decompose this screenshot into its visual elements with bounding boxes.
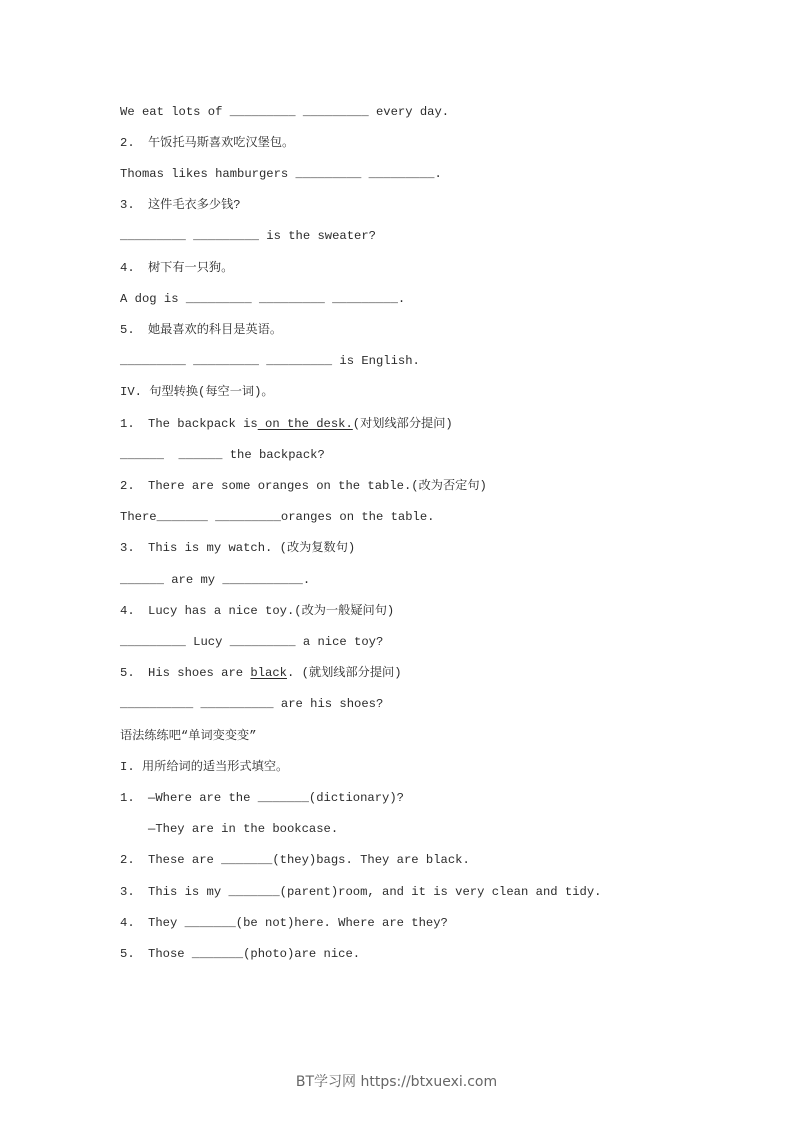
grammar-q4-num: 4. bbox=[120, 916, 135, 930]
grammar-q5-num: 5. bbox=[120, 947, 135, 961]
s4-q1-pre: The backpack is bbox=[148, 417, 258, 431]
grammar-q2 bbox=[120, 852, 470, 868]
grammar-q4 bbox=[120, 915, 448, 931]
s3-q3-prompt: 3. 这件毛衣多少钱? bbox=[120, 198, 241, 212]
grammar-q2-text: These are _______(they)bags. They are black. bbox=[148, 853, 470, 867]
grammar-q3 bbox=[120, 884, 601, 900]
grammar-q1-text: —Where are the _______(dictionary)? bbox=[148, 791, 404, 805]
grammar-q4-text: They _______(be not)here. Where are they? bbox=[148, 916, 448, 930]
s3-q5-prompt-text: 她最喜欢的科目是英语。 bbox=[148, 323, 283, 337]
s3-q5-prompt: 5. 她最喜欢的科目是英语。 bbox=[120, 323, 283, 337]
s4-q5-underlined: black bbox=[250, 666, 287, 680]
grammar-q3-text: This is my _______(parent)room, and it is very clean and tidy. bbox=[148, 885, 602, 899]
grammar-q5 bbox=[120, 946, 360, 962]
s4-q3-answer: ______ are my ___________. bbox=[120, 573, 311, 587]
grammar-q2-num: 2. bbox=[120, 853, 135, 867]
s4-q5 bbox=[120, 665, 402, 681]
s4-q2-num: 2. bbox=[120, 479, 135, 493]
grammar-title: 语法练练吧“单词变变变” bbox=[120, 729, 257, 743]
s4-q5-answer: __________ __________ are his shoes? bbox=[120, 697, 384, 711]
s4-q5-pre: His shoes are bbox=[148, 666, 251, 680]
section4-heading: IV. 句型转换(每空一词)。 bbox=[120, 385, 274, 399]
grammar-q3-num: 3. bbox=[120, 885, 135, 899]
s3-q4-prompt-text: 树下有一只狗。 bbox=[148, 261, 234, 275]
s4-q5-num: 5. bbox=[120, 666, 135, 680]
s3-q3-prompt-text: 这件毛衣多少钱? bbox=[148, 198, 241, 212]
s3-q5-answer: _________ _________ _________ is English. bbox=[120, 354, 420, 368]
grammar-q1-reply: —They are in the bookcase. bbox=[148, 822, 339, 836]
s4-q3-text: This is my watch. (改为复数句) bbox=[148, 541, 356, 555]
s4-q5-post: . (就划线部分提问) bbox=[286, 666, 402, 680]
s4-q3-num: 3. bbox=[120, 541, 135, 555]
grammar-q1 bbox=[120, 790, 404, 806]
s3-q1-answer: We eat lots of _________ _________ every day. bbox=[120, 105, 450, 119]
s4-q4-num: 4. bbox=[120, 604, 135, 618]
s4-q1-post: (对划线部分提问) bbox=[352, 417, 453, 431]
s3-q4-answer: A dog is _________ _________ _________. bbox=[120, 292, 406, 306]
grammar-heading: I. 用所给词的适当形式填空。 bbox=[120, 760, 289, 774]
s3-q2-answer: Thomas likes hamburgers _________ _________. bbox=[120, 167, 442, 181]
footer-watermark: BT学习网 https://btxuexi.com bbox=[295, 1074, 498, 1090]
s3-q2-prompt: 2. 午饭托马斯喜欢吃汉堡包。 bbox=[120, 136, 295, 150]
s4-q2-answer: There_______ _________oranges on the table. bbox=[120, 510, 435, 524]
s4-q1-underlined: on the desk. bbox=[257, 417, 353, 431]
s4-q2-text: There are some oranges on the table.(改为否定句) bbox=[148, 479, 487, 493]
s4-q1-num: 1. bbox=[120, 417, 135, 431]
s3-q4-prompt: 4. 树下有一只狗。 bbox=[120, 261, 234, 275]
s3-q3-answer: _________ _________ is the sweater? bbox=[120, 229, 376, 243]
s4-q4-text: Lucy has a nice toy.(改为一般疑问句) bbox=[148, 604, 395, 618]
s4-q2 bbox=[120, 478, 487, 494]
s4-q1 bbox=[120, 416, 453, 432]
s4-q3 bbox=[120, 540, 355, 556]
s4-q4 bbox=[120, 603, 394, 619]
s3-q2-prompt-text: 午饭托马斯喜欢吃汉堡包。 bbox=[148, 136, 295, 150]
grammar-q5-text: Those _______(photo)are nice. bbox=[148, 947, 361, 961]
s4-q4-answer: _________ Lucy _________ a nice toy? bbox=[120, 635, 384, 649]
s4-q1-answer: ______ ______ the backpack? bbox=[120, 448, 325, 462]
grammar-q1-num: 1. bbox=[120, 791, 135, 805]
